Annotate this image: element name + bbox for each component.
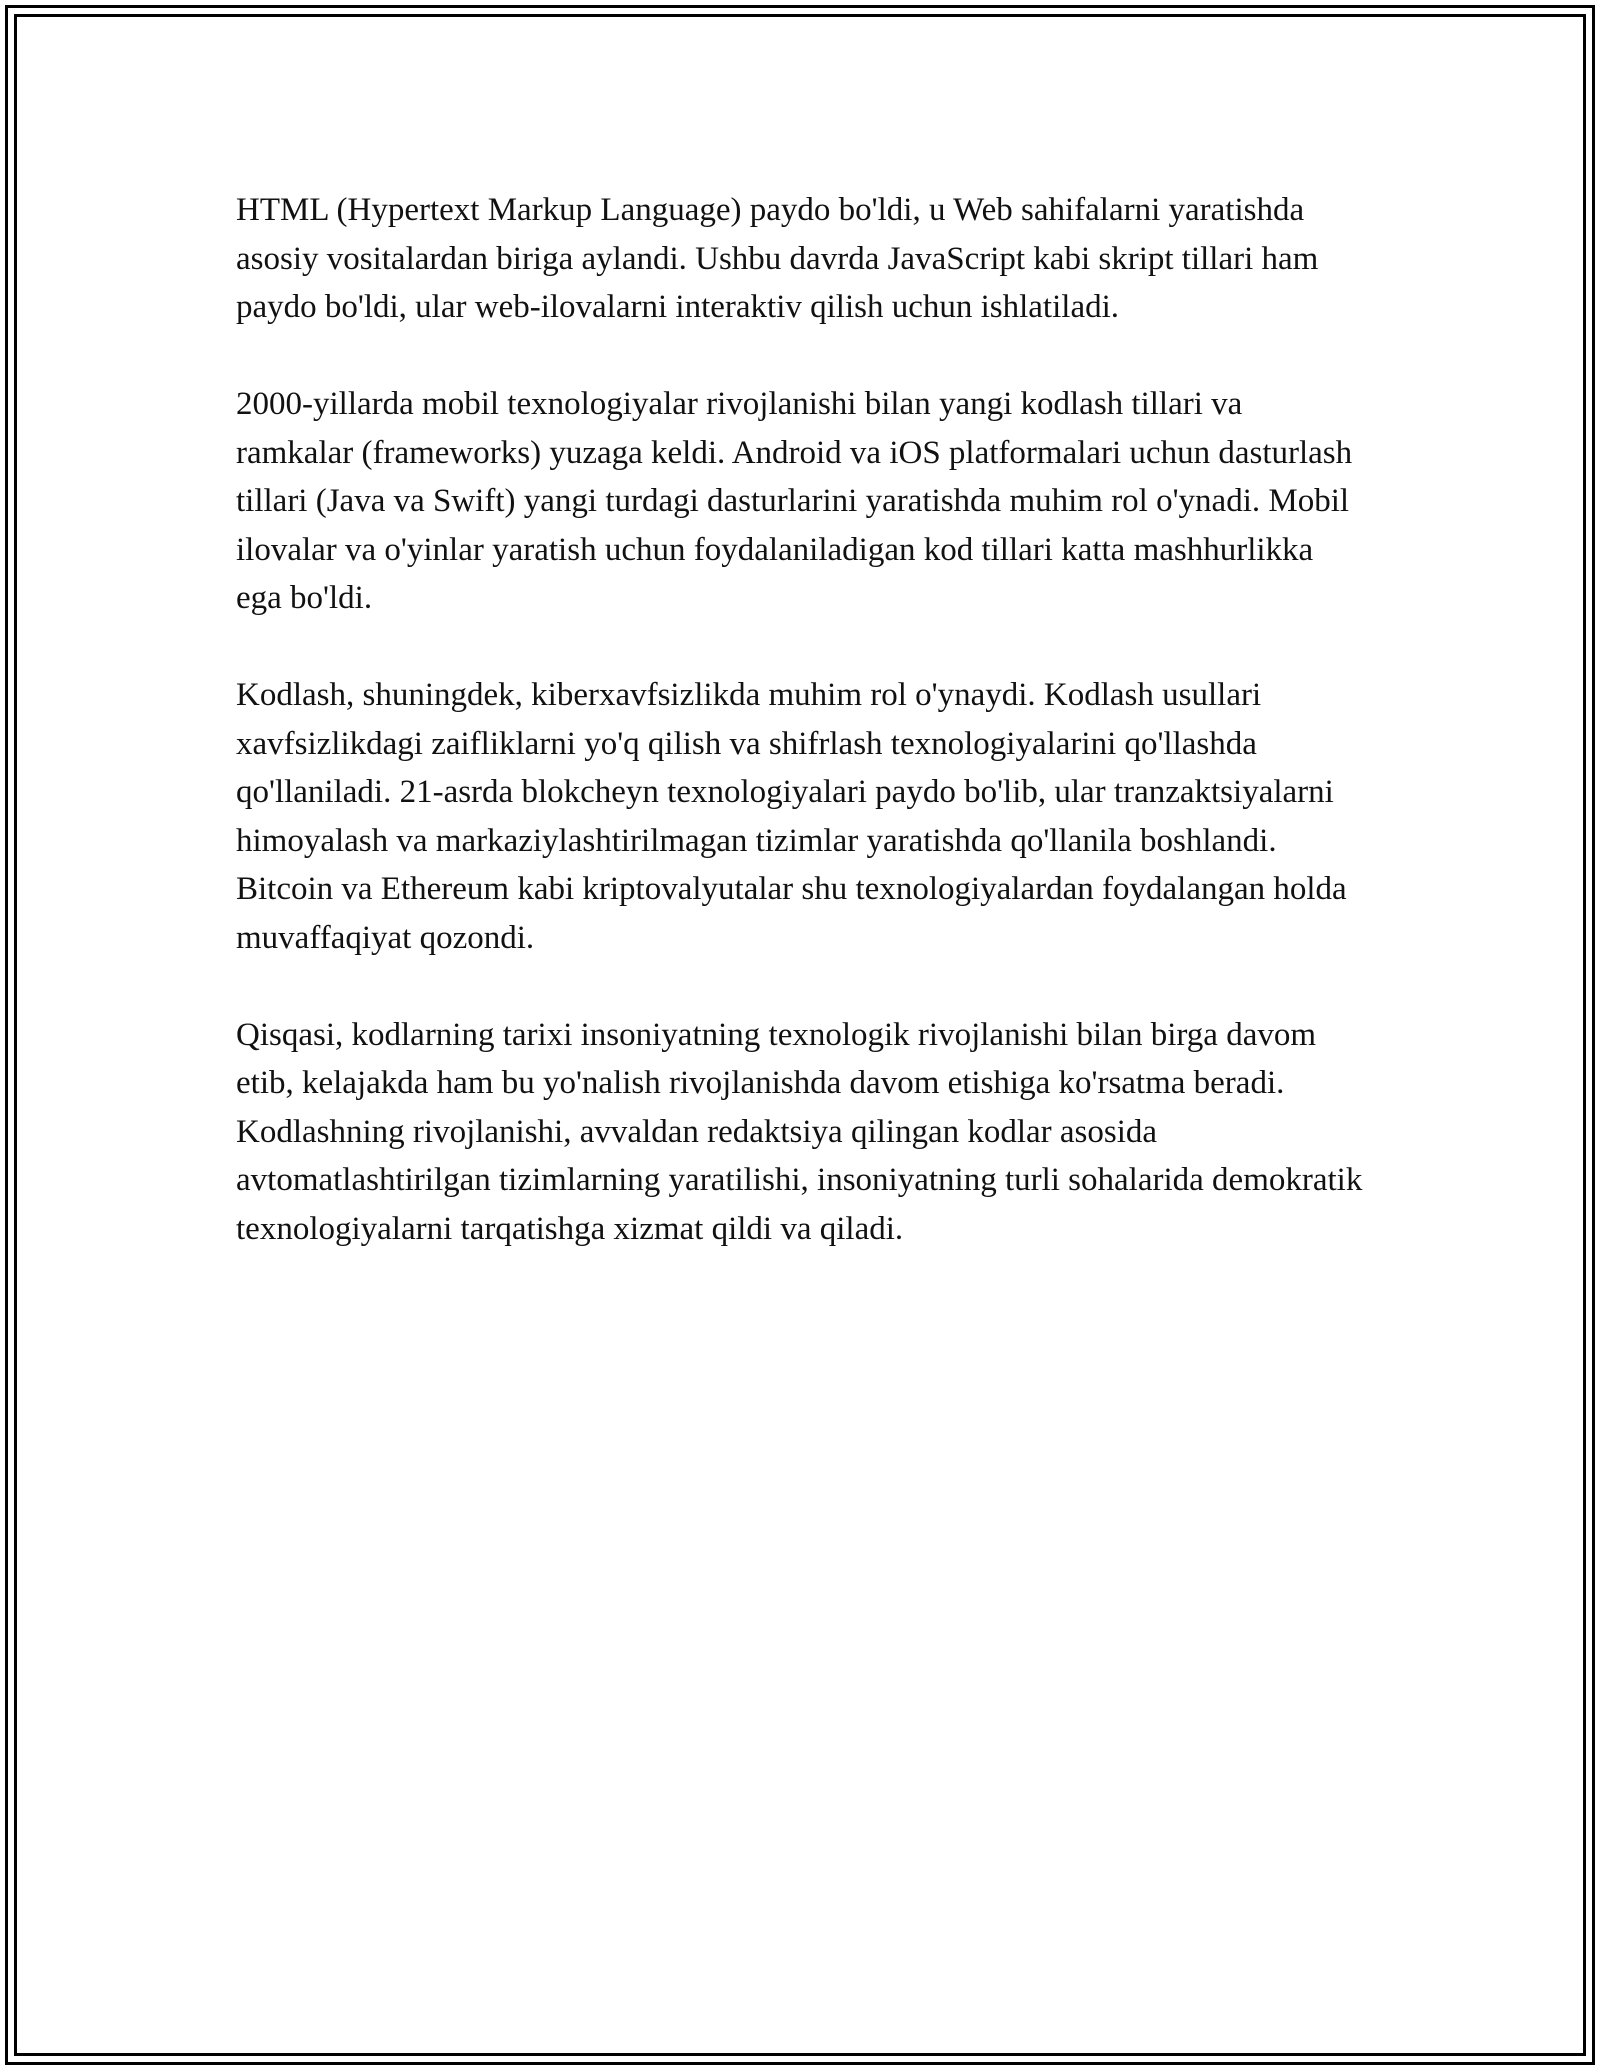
document-body (236, 186, 1366, 1302)
paragraph-cybersecurity: Kodlash, shuningdek, kiberxavfsizlikda muhim rol o'ynaydi. Kodlash usullari xavfsizlikdagi zaifliklarni yo'q qilish va shifrlash texnologiyalarini qo'llashda qo'llaniladi. 21-asrda blokcheyn texnologiyalari paydo bo'lib, ular tranzaktsiyalarni himoyalash va markaziylashtirilmagan tizimlar yaratishda qo'llanila boshlandi. Bitcoin va Ethereum kabi kriptovalyutalar shu texnologiyalardan foydalangan holda muvaffaqiyat qozondi. (236, 677, 1347, 956)
paragraph-html-history: HTML (Hypertext Markup Language) paydo bo'ldi, u Web sahifalarni yaratishda asosiy vositalardan biriga aylandi. Ushbu davrda JavaScript kabi skript tillari ham paydo bo'ldi, ular web-ilovalarni interaktiv qilish uchun ishlatiladi. (236, 192, 1319, 325)
paragraph-summary: Qisqasi, kodlarning tarixi insoniyatning texnologik rivojlanishi bilan birga davom etib, kelajakda ham bu yo'nalish rivojlanishda davom etishiga ko'rsatma beradi. Kodlashning rivojlanishi, avvaldan redaktsiya qilingan kodlar asosida avtomatlashtirilgan tizimlarning yaratilishi, insoniyatning turli sohalarida demokratik texnologiyalarni tarqatishga xizmat qildi va qiladi. (236, 1016, 1363, 1247)
paragraph-mobile-technologies: 2000-yillarda mobil texnologiyalar rivojlanishi bilan yangi kodlash tillari va ramkalar (frameworks) yuzaga keldi. Android va iOS platformalari uchun dasturlash tillari (Java va Swift) yangi turdagi dasturlarini yaratishda muhim rol o'ynadi. Mobil ilovalar va o'yinlar yaratish uchun foydalaniladigan kod tillari katta mashhurlikka ega bo'ldi. (236, 386, 1353, 616)
